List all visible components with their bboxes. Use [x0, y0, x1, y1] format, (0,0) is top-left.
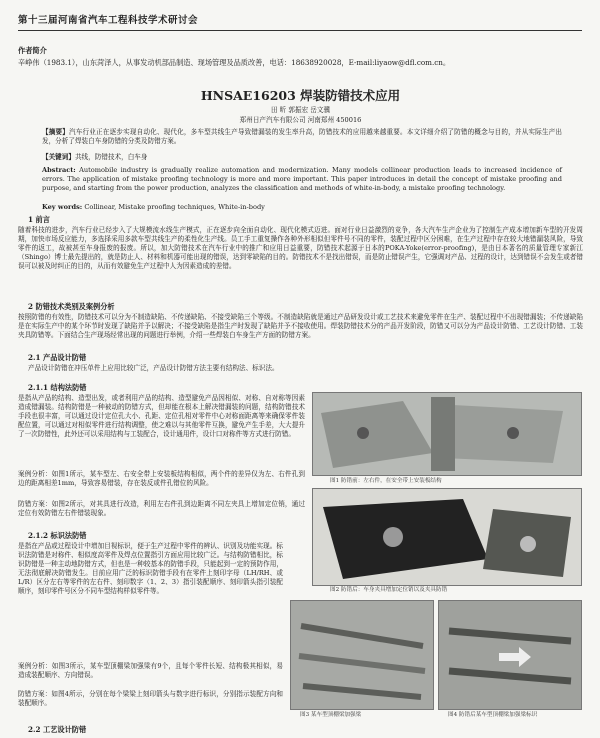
section-2-1-2-title: 2.1.2 标识法防错	[28, 531, 87, 540]
keywords-cn-label: 【关键词】	[42, 153, 75, 161]
case-2-text: 案例分析：如图3所示，某车型顶棚梁加强梁有9个，且每个零件长短、结构极其相似，易造成装配顺序、方向错误。	[18, 662, 283, 679]
figure-2-graphic	[313, 489, 581, 585]
abstract-cn-label: 【摘要】	[42, 128, 70, 136]
paper-authors: 田 昕 郭振宏 岳文骥	[270, 106, 331, 114]
author-bio-label: 作者简介	[18, 46, 47, 55]
keywords-en-label: Key words:	[42, 203, 83, 211]
section-2-1-1-title: 2.1.1 结构法防错	[28, 383, 87, 392]
keywords-cn	[42, 153, 562, 162]
section-1-text: 随着科技的进步，汽车行业已经步入了大规模流水线生产模式，正在逐步向全面自动化、现代化模式迈进。面对行业日益激烈的竞争，各大汽车生产企业为了控制生产成本增加新车型的开发周期，加快市场反应能力，多选择采用多款车型共线生产的柔性化生产线。员工手工重复操作各种外形相似但零件号不同的零件，装配过程中区分困难，在生产过程中存在较大地错漏装风险，导致零件的返工，故被甚至车身报废的报废。所以，加大防错技术在汽车行业中的推广和应用日益重要，防错技术起源于日本的POKA-Yoke(error-proofing)，是由日本著名的质量管理专家新江（Shingo）博士最先提出的，就是防止人、材料和机器可能出现的错误，达到零缺陷的目的。防错技术不是找出错误，而是防止错误产生，它强调对产品、过程的设计，达到错误不会发生或者错误可以被及时纠正的目的，从而有效避免生产过程中人为因素造成的差错。	[18, 226, 583, 270]
figure-1-graphic	[313, 393, 581, 475]
figure-4-caption: 图4 防错后某车型顶棚梁加强梁标识	[448, 712, 538, 718]
abstract-en	[42, 166, 562, 193]
page-header	[18, 8, 582, 31]
keywords-en	[42, 203, 562, 212]
section-2-title: 2 防错技术类别及案例分析	[28, 302, 115, 311]
conference-title: 第十三届河南省汽车工程科技学术研讨会	[18, 15, 199, 26]
figure-2-image	[312, 488, 582, 586]
abstract-cn-text: 汽车行业正在逐步实现自动化、现代化，多车型共线生产导致错漏装的发生率升高，防错技术的应用越来越重要。本文详细介绍了防错的概念与目的，并从实际生产出发，分析了焊装白车身防错的分类及防错方案。	[42, 128, 563, 145]
section-2-1-title: 2.1 产品设计防错	[28, 353, 87, 362]
figure-2-caption: 图2 防错后：车身夹具增加定位销以及夹具防错	[330, 587, 448, 593]
case-1-text: 案例分析：如图1所示，某车型左、右安全带上安装板结构相似，两个件的差异仅为左、右件孔到边的距离相差1mm，导致容易错装，存在装反或件孔错位的风险。	[18, 470, 305, 487]
abstract-cn	[42, 128, 562, 146]
figure-3-graphic	[291, 601, 433, 709]
section-2-text: 按照防错的有效性，防错技术可以分为不制造缺陷、不传递缺陷、不接受缺陷三个等级。不制造缺陷就是通过产品研发设计或工艺技术来避免零件在生产、装配过程中不出现错漏装；不传递缺陷是在实际生产中的某个环节时发现了缺陷并予以解决；不接受缺陷是指生产时发现了缺陷并予不接收使用。焊装防错技术分的产品开发阶段，防错又可以分为产品设计防错、工艺设计防错、工装夹具防错等。下面结合生产现场经常出现的问题进行举例，介绍一些焊装白车身生产方面的防错方案。	[18, 313, 583, 339]
figure-1-image	[312, 392, 582, 476]
figure-4-image	[438, 600, 582, 710]
figure-1-caption: 图1 防错前：左右件，在安全带上安装板结构	[330, 478, 442, 484]
figure-3-image	[290, 600, 434, 710]
plan-1-text: 防错方案：如图2所示，对其具进行改造，利用左右件孔到边距离不同左夹具上增加定位销，通过定位有效防错左右件错装现象。	[18, 500, 305, 517]
section-2-1-text: 产品设计防错在冲压单件上应用比较广泛，产品设计防错方法主要有结构法、标识法。	[28, 364, 279, 372]
abstract-en-text: Automobile industry is gradually realize automation and modernization. Many models collinear production leads to increased incidence of errors. The application of mistake proofing technology is more and more important. This paper introduces in detail the concept of mistake proofing and purpose, and starting from the power production, analyzes the classification and methods of white-in-body, a mistake proofing technology.	[42, 166, 562, 192]
paper-affiliation: 郑州日产汽车有限公司 河南郑州 450016	[239, 116, 362, 124]
section-1-title: 1 前言	[28, 215, 50, 224]
author-bio-text: 辛峥伟（1983.1），山东菏泽人，从事发动机部品制造、现场管理及品质改善，电话：18638920028，E-mail:liyaow@dfl.com.cn。	[18, 58, 451, 67]
section-2-1-2-text: 是指在产品或过程设计中增加目视标识，便于生产过程中零件的辨认、识别及功能实现。标识法防错是对称件、相似度高零件及焊点位置指引方面应用比较广泛。与结构防错相比，标识防错是一种主动地防错方式，但也是一种较基本的防错手段，只能起到一定的预防作用，无法彻底解决防错发生。目前应用广泛的标识防错手段有在零件上刻印字母（LH/RH、或L/R）区分左右等零件的左右件、刻印数字（1、2、3）指引装配顺序、刻印箭头指引装配顺序，刻印零件号区分不同车型结构样似零件等。	[18, 542, 283, 595]
abstract-en-label: Abstract:	[42, 166, 76, 174]
figure-3-caption: 图3 某车型顶棚梁加强梁	[300, 712, 362, 718]
section-2-2-title: 2.2 工艺设计防错	[28, 725, 87, 734]
paper-title: HNSAE16203 焊装防错技术应用	[200, 88, 401, 103]
figure-4-graphic	[439, 601, 581, 709]
plan-2-text: 防错方案：如图4所示，分别在每个梁梁上刻印箭头与数字进行标识，分别指示装配方向和装配顺序。	[18, 690, 283, 707]
keywords-cn-text: 共线，防错技术，白车身	[74, 153, 148, 161]
section-2-1-1-text: 是指从产品的结构、造型出发，或者利用产品的结构、造型避免产品因相似、对称、自对称等因素造成错漏装。结构防错是一种被动的防错方式，但却能在根本上解决错漏装的问题，结构防错技术手段也很丰富，可以通过设计定位孔大小、孔距、定位孔相对零件中心对称面距离等来确保零件装配位置，可以通过对相似零件进行结构调整，使之难以与其他零件互换，避免产生手差，大大提升了一次防错性，此外还可以采用结构与工装配合，设计通用件，设计口对称件等方式进行防错。	[18, 394, 305, 438]
keywords-en-text: Collinear, Mistake proofing techniques, White-in-body	[84, 203, 265, 211]
